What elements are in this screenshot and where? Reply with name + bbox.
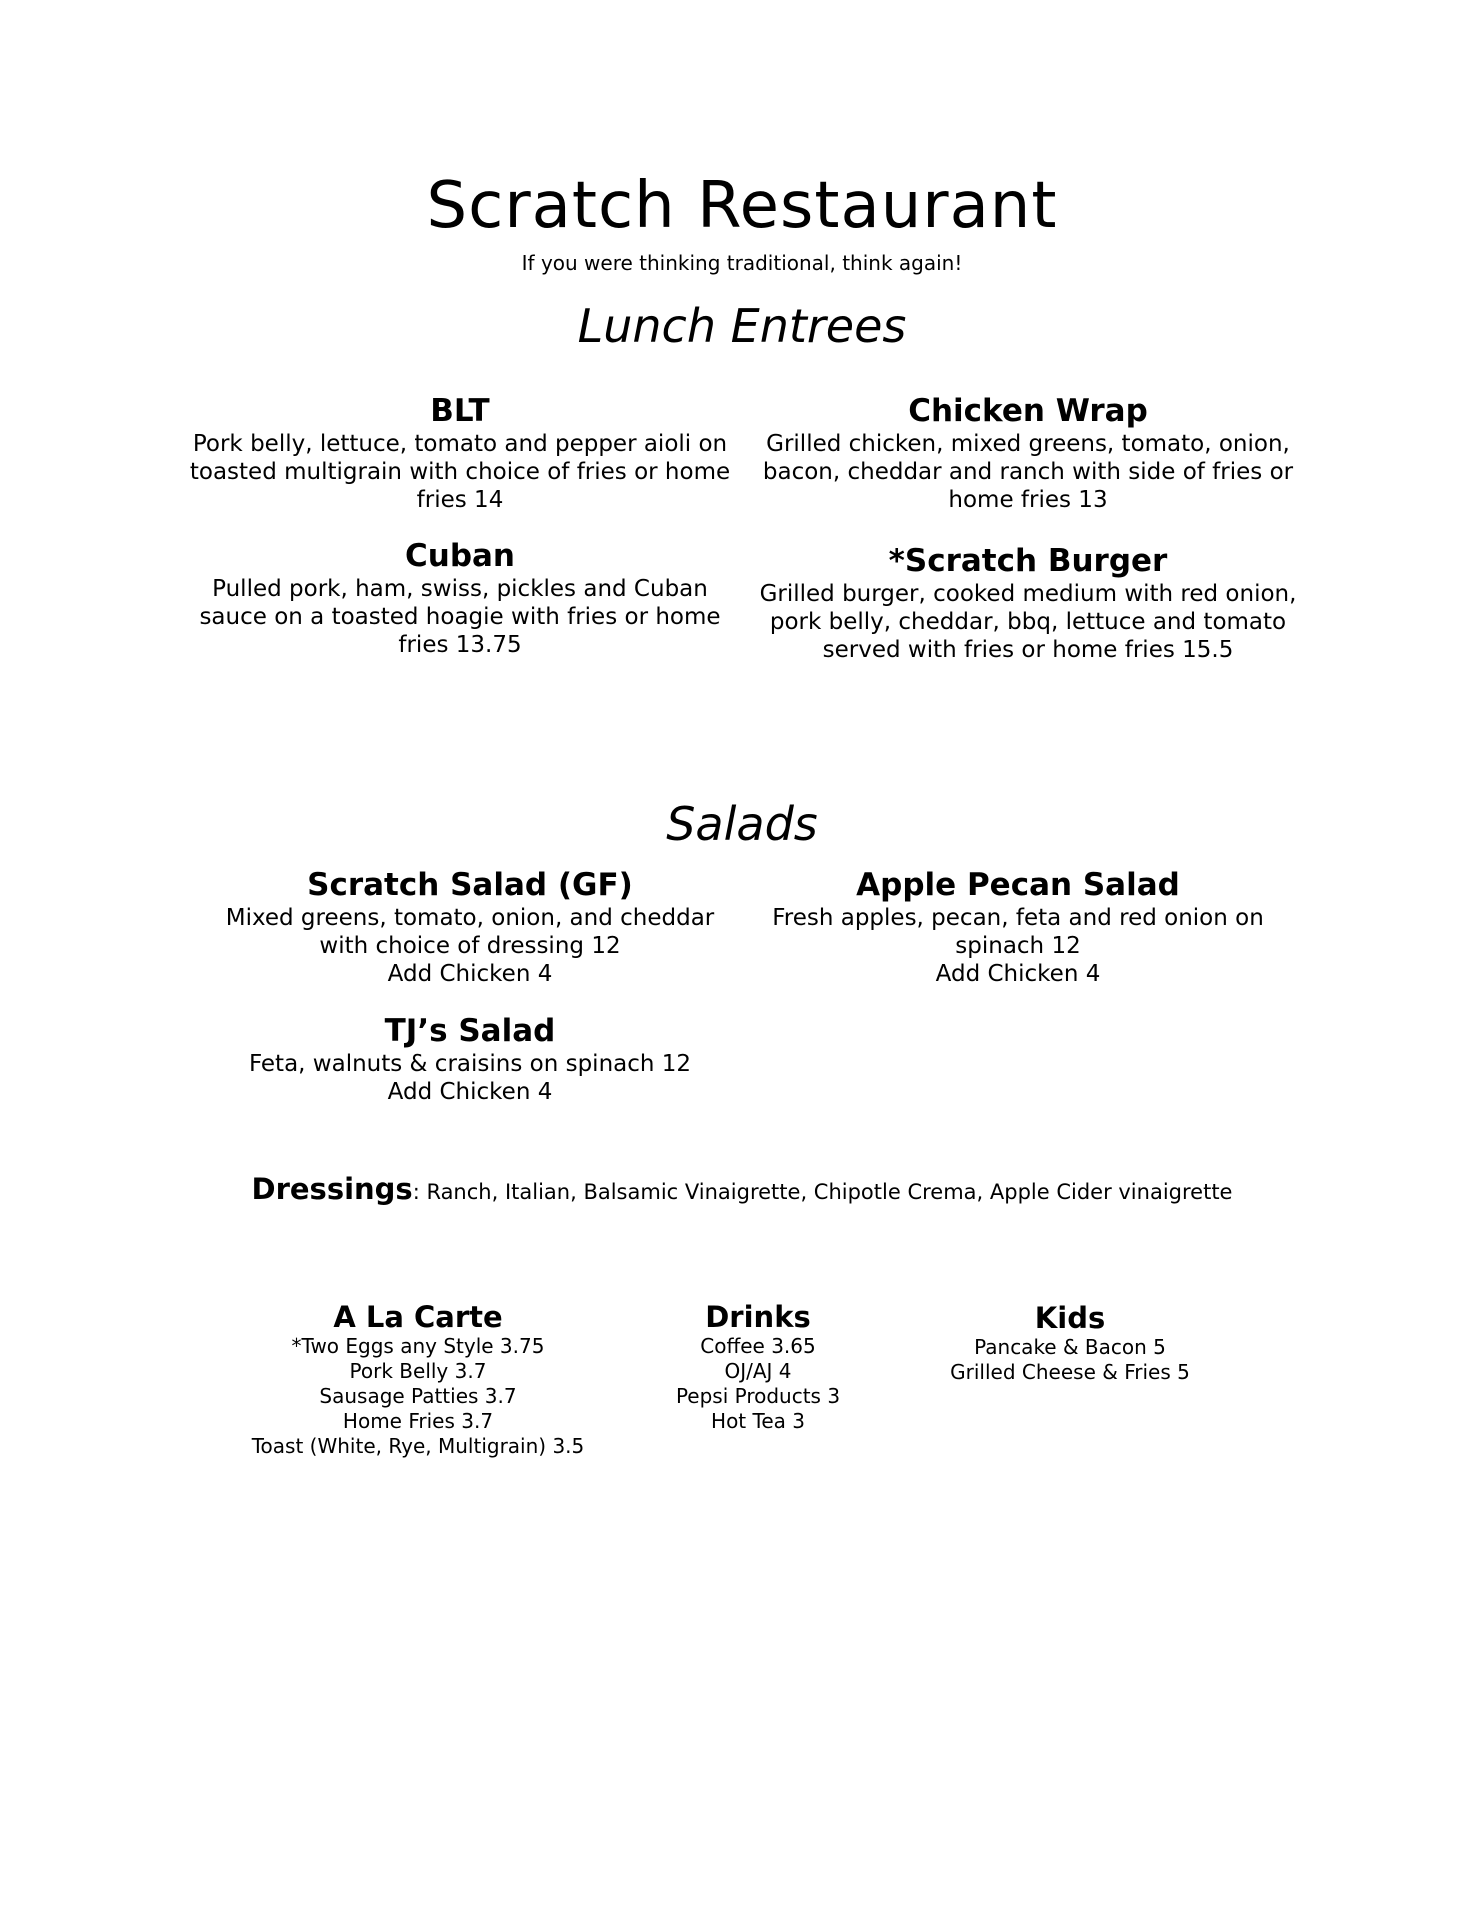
- item-desc-line: fries 14: [416, 487, 504, 513]
- item-name: Apple Pecan Salad: [856, 867, 1180, 903]
- list-item: Home Fries 3.7: [342, 1409, 494, 1433]
- a-la-carte-heading: A La Carte: [333, 1300, 503, 1334]
- menu-item-scratch-burger: [748, 542, 1308, 664]
- item-name: Scratch Salad (GF): [307, 867, 633, 903]
- item-desc-line: served with fries or home fries 15.5: [822, 637, 1234, 663]
- restaurant-title: Scratch Restaurant: [426, 169, 1058, 243]
- item-name: Cuban: [405, 538, 515, 574]
- list-item: Pork Belly 3.7: [349, 1359, 487, 1383]
- dressings-label: Dressings: [251, 1172, 413, 1206]
- lunch-entrees-heading: Lunch Entrees: [577, 299, 907, 353]
- list-item: Toast (White, Rye, Multigrain) 3.5: [251, 1434, 585, 1458]
- item-desc-line: fries 13.75: [398, 632, 522, 658]
- dressings-line: [0, 1172, 1484, 1209]
- item-desc-line: Pork belly, lettuce, tomato and pepper aioli on: [192, 431, 728, 457]
- item-desc-line: Fresh apples, pecan, feta and red onion on: [772, 905, 1264, 931]
- menu-item-cuban: [180, 537, 740, 659]
- item-desc-line: pork belly, cheddar, bbq, lettuce and tomato: [769, 609, 1287, 635]
- item-desc-line: Pulled pork, ham, swiss, pickles and Cuban: [212, 576, 708, 602]
- item-name: Chicken Wrap: [908, 393, 1148, 429]
- menu-item-blt: [180, 392, 740, 514]
- item-desc-line: Add Chicken 4: [935, 961, 1101, 987]
- item-desc-line: with choice of dressing 12: [319, 933, 621, 959]
- item-name: BLT: [430, 393, 490, 429]
- item-desc-line: Mixed greens, tomato, onion, and cheddar: [225, 905, 715, 931]
- drinks-heading: Drinks: [705, 1300, 811, 1334]
- salads-heading: Salads: [666, 797, 818, 851]
- list-item: OJ/AJ 4: [724, 1359, 792, 1383]
- item-desc-line: spinach 12: [955, 933, 1081, 959]
- list-item: Pepsi Products 3: [675, 1384, 841, 1408]
- item-desc-line: Add Chicken 4: [387, 961, 553, 987]
- kids-column: [920, 1301, 1220, 1385]
- menu-item-chicken-wrap: [748, 392, 1308, 514]
- dressings-list: : Ranch, Italian, Balsamic Vinaigrette, Chipotle Crema, Apple Cider vinaigrette: [412, 1180, 1233, 1204]
- item-desc-line: sauce on a toasted hoagie with fries or home: [199, 604, 721, 630]
- list-item: *Two Eggs any Style 3.75: [291, 1334, 545, 1358]
- item-desc-line: Feta, walnuts & craisins on spinach 12: [248, 1051, 692, 1077]
- item-desc-line: Grilled burger, cooked medium with red onion,: [759, 581, 1297, 607]
- list-item: Sausage Patties 3.7: [319, 1384, 517, 1408]
- a-la-carte-column: [238, 1300, 598, 1459]
- list-item: Grilled Cheese & Fries 5: [950, 1360, 1190, 1384]
- item-desc-line: Grilled chicken, mixed greens, tomato, onion,: [766, 431, 1290, 457]
- item-name: TJ’s Salad: [384, 1013, 556, 1049]
- list-item: Coffee 3.65: [700, 1334, 816, 1358]
- drinks-column: [628, 1300, 888, 1434]
- kids-heading: Kids: [1034, 1301, 1106, 1335]
- item-name: *Scratch Burger: [888, 543, 1168, 579]
- menu-item-scratch-salad: [200, 866, 740, 988]
- item-desc-line: toasted multigrain with choice of fries or home: [189, 459, 731, 485]
- item-desc-line: bacon, cheddar and ranch with side of fries or: [762, 459, 1294, 485]
- menu-item-apple-pecan-salad: [748, 866, 1288, 988]
- menu-item-tjs-salad: [200, 1012, 740, 1106]
- tagline: If you were thinking traditional, think again!: [521, 251, 963, 275]
- item-desc-line: Add Chicken 4: [387, 1079, 553, 1105]
- list-item: Hot Tea 3: [711, 1409, 805, 1433]
- list-item: Pancake & Bacon 5: [974, 1335, 1166, 1359]
- item-desc-line: home fries 13: [948, 487, 1108, 513]
